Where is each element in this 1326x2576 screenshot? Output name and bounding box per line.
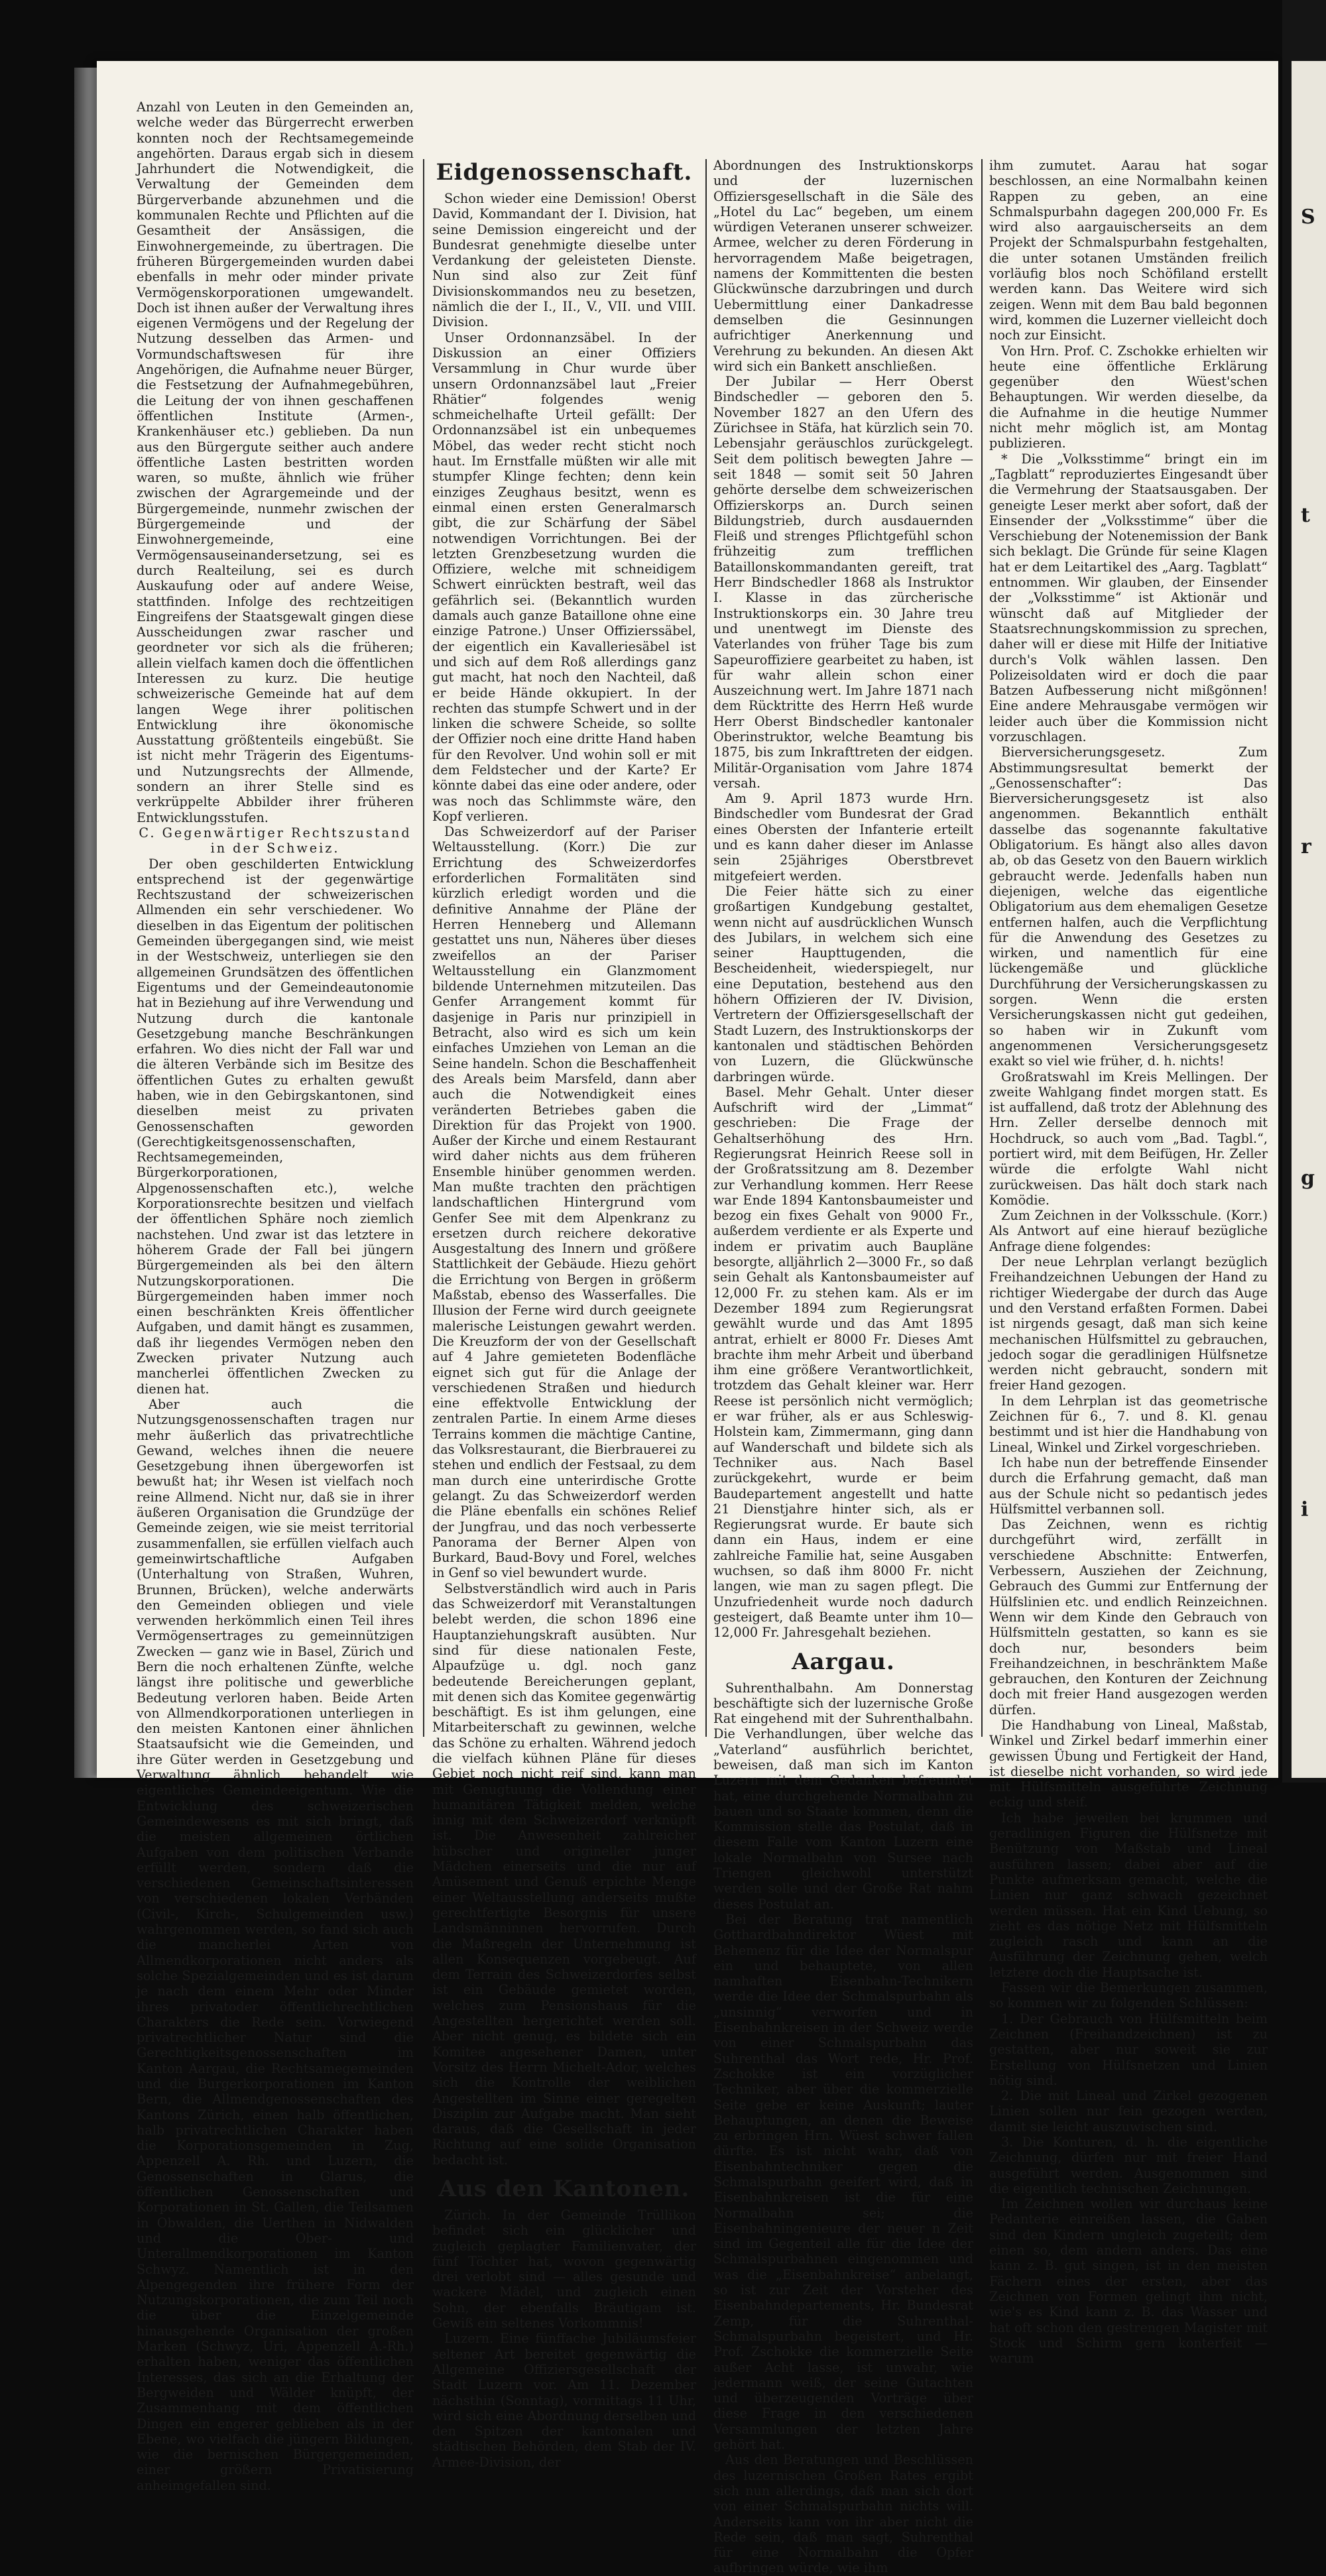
article-paragraph: Ich habe jeweilen bei krummen und geradlinigen Figuren die Hülfsnetze mit Benützung von Maßstab und Lineal ausführen lassen; dabei aber auf die Punkte aufmerksam gemacht, welche die Linien nur ganz schwach gezeichnet werden müssen. Hat ein Kind Uebung, so zieht es das nötige Netz mit Hülfsmitteln zugleich rasch und kann an die Ausführung der Zeichnung gehen, welch letztere doch die Hauptsache ist. <box>989 1810 1268 1980</box>
article-paragraph: Die Handhabung von Lineal, Maßstab, Winkel und Zirkel bedarf immerhin einer gewissen Übung und Fertigkeit der Hand, ist dieselbe nicht vorhanden, so wird jede mit Hülfsmitteln ausgeführte Zeichnung eckig und steif. <box>989 1717 1268 1810</box>
article-paragraph: Der neue Lehrplan verlangt bezüglich Freihandzeichnen Uebungen der Hand zu richtiger Wiedergabe der durch das Auge und den Verstand erfaßten Formen. Dabei ist nirgends gesagt, daß man sich keine mechanischen Hülfsmittel zu gebrauchen, jedoch sogar die geradlinigen Hülfsnetze werden nicht gebraucht, sondern mit freier Hand gezogen. <box>989 1254 1268 1393</box>
adjacent-page-char: i <box>1301 1498 1309 1521</box>
article-paragraph: Schon wieder eine Demission! Oberst David, Kommandant der I. Division, hat seine Demission eingereicht und der Bundesrat genehmigte dieselbe unter Verdankung der geleisteten Dienste. Nun sind also zur Zeit fünf Divisionskommandos neu zu besetzen, nämlich die der I., II., V., VII. und VIII. Division. <box>432 191 696 330</box>
article-paragraph: 1. Der Gebrauch von Hülfsmitteln beim Zeichnen (Freihandzeichnen) ist zu gestatten, aber nur soweit sie zur Erstellung von Hülfsnetzen und Linien nötig sind. <box>989 2011 1268 2088</box>
column-rule <box>981 159 983 1737</box>
article-paragraph: Bei der Beratung trat namentlich Gotthardbahndirektor Wüest mit Behemenz für die Idee der Normalspur ein und behauptete, von allen namhaften Eisenbahn-Technikern werde die Idee der Schmalspurbahn als „unsinnig“ verworfen und in Eisenbahnkreisen in der Schweiz werde von einer Schmalspurbahn das Suhrenthal das Wort rede, Hr. Prof. Zschokke ist ein vorzüglicher Techniker, aber über die kommerzielle Seite gebe er keine Auskunft; lauter Behauptungen, an denen die Beweise zu erbringen Hrn. Wüest schwer fallen dürfte. Es ist nicht wahr, daß von Eisenbahntechniker gegen die Schmalspurbahn geeifert wird, daß in Eisenbahnkreisen ist die für eine Normalbahn sei; die Eisenbahningenieure der neuer n Zeit sind im Gegenteil alle für die Idee der Schmalspurbahnen eingenommen und was die „Eisenbahnkreise“ anbelangt, so ist zur Zeit der Vorsteher des Eisenbahndepartements, Hr. Bundesrat Zemp, für die Suhrenthal-Schmalspurbahn begeistert, und Hr. Prof. Zschokke die kommerzielle Seite außer Acht lasse, ist unwahr, wie jedermann weiß, der seine Gutachten und überzeugenden Vorträge über diese Frage in den verschiedenen Versammlungen der letzten Jahre gehört hat. <box>713 1911 973 2453</box>
article-paragraph: Ich habe nun der betreffende Einsender durch die Erfahrung gemacht, daß man aus der Schule nicht so pedantisch jedes Hülfsmittel verbannen soll. <box>989 1454 1268 1517</box>
article-paragraph: ihm zumutet. Aarau hat sogar beschlossen, an eine Normalbahn keinen Rappen zu geben, an eine Schmalspurbahn dagegen 200,000 Fr. Es wird also aargauischerseits an dem Projekt der Schmalspurbahn festgehalten, die unter sotanen Umständen freilich vorläufig blos noch Schöfiland erstellt werden kann. Das Weitere wird sich zeigen. Wenn mit dem Bau bald begonnen wird, kommen die Luzerner vielleicht doch noch zur Einsicht. <box>989 158 1268 343</box>
adjacent-page-char: g <box>1301 1167 1315 1190</box>
article-paragraph: Suhrenthalbahn. Am Donnerstag beschäftigte sich der luzernische Große Rat eingehend mit der Suhrenthalbahn. Die Verhandlungen, über welche das „Vaterland“ ausführlich berichtet, beweisen, daß man sich im Kanton Luzern mit dem Gedanken befreundet hat, eine durchgehende Normalbahn zu bauen und so Staate kommen, denn die Kommission stelle das Postulat, daß in diesem Falle vom Kanton Luzern eine lokale Normalbahn von Sursee nach Triengen gleichwohl unterstützt werden solle und der Große Rat nahm dieses Postulat an. <box>713 1680 973 1912</box>
column-4 <box>989 158 1268 2367</box>
column-2 <box>432 158 696 2470</box>
article-paragraph: Das Zeichnen, wenn es richtig durchgeführt wird, zerfällt in verschiedene Abschnitte: Entwerfen, Verbessern, Ausziehen der Zeichnung, Gebrauch des Gummi zur Entfernung der Hülfslinien etc. und endlich Reinzeichnen. Wenn wir dem Kinde den Gebrauch von Hülfsmitteln gestatten, so kann es sie doch nur, besonders beim Freihandzeichnen, in beschränktem Maße gebrauchen, den Konturen der Zeichnung doch mit freier Hand ausgezogen werden dürfen. <box>989 1517 1268 1718</box>
section-title-kantonen: Aus den Kantonen. <box>438 2176 690 2202</box>
adjacent-page-char: r <box>1301 835 1311 858</box>
article-paragraph: In dem Lehrplan ist das geometrische Zeichnen für 6., 7. und 8. Kl. genau bestimmt und ist hier die Handhabung von Lineal, Winkel und Zirkel vorgeschrieben. <box>989 1393 1268 1455</box>
article-paragraph: Der Jubilar — Herr Oberst Bindschedler — geboren den 5. November 1827 an den Ufern des Zürichsee in Stäfa, hat kürzlich sein 70. Lebensjahr geräuschlos zurückgelegt. Seit dem politisch bewegten Jahre — seit 1848 — somit seit 50 Jahren gehörte derselbe dem schweizerischen Offizierskorps an. Durch seinen Bildungstrieb, durch ausdauernden Fleiß und strenges Pflichtgefühl schon frühzeitig zum trefflichen Bataillonskommandanten gereift, trat Herr Bindschedler 1868 als Instruktor I. Klasse in das zürcherische Instruktionskorps ein. 30 Jahre treu und unentwegt im Dienste des Vaterlandes von früher Tage bis zum Sapeuroffiziere gearbeitet zu haben, ist für wahr allein schon einer Auszeichnung wert. Im Jahre 1871 nach dem Rücktritte des Herrn Heß wurde Herr Oberst Bindschedler kantonaler Oberinstruktor, welche Beamtung bis 1875, bis zum Inkrafttreten der eidgen. Militär-Organisation vom Jahre 1874 versah. <box>713 374 973 791</box>
adjacent-page-strip <box>1292 61 1326 1778</box>
article-paragraph: Basel. Mehr Gehalt. Unter dieser Aufschrift wird der „Limmat“ geschrieben: Die Frage der Gehaltserhöhung des Hrn. Regierungsrat Heinrich Reese soll in der Großratssitzung am 8. Dezember zur Verhandlung kommen. Herr Reese war Ende 1894 Kantonsbaumeister und bezog ein fixes Gehalt von 9000 Fr., außerdem verdiente er als Experte und indem er privatim auch Baupläne besorgte, alljährlich 2—3000 Fr., so daß sein Gehalt als Kantonsbaumeister auf 12,000 Fr. zu stehen kam. Als er im Dezember 1894 zum Regierungsrat gewählt wurde und das Amt 1895 antrat, erhielt er 8000 Fr. Dieses Amt brachte ihm mehr Arbeit und überband ihm eine größere Verantwortlichkeit, trotzdem das Gehalt kleiner war. Herr Reese ist persönlich nicht vermöglich; er war früher, als er aus Schleswig-Holstein kam, Zimmermann, ging dann auf Wanderschaft und bildete sich als Techniker aus. Nach Basel zurückgekehrt, wurde er beim Baudepartement angestellt und hatte 21 Dienstjahre hinter sich, als er Regierungsrat wurde. Er baute sich dann ein Haus, indem er eine zahlreiche Familie hat, seine Ausgaben wuchsen, so daß ihm 8000 Fr. nicht langen, wie man zu sagen pflegt. Die Unzufriedenheit wurde noch dadurch gesteigert, daß Beamte unter ihm 10—12,000 Fr. Jahresgehalt beziehen. <box>713 1084 973 1641</box>
section-heading: C. Gegenwärtiger Rechtszustand in der Schweiz. <box>139 825 412 856</box>
article-paragraph: Aber auch die Nutzungsgenossenschaften tragen nur mehr äußerlich das privatrechtliche Gewand, welches ihnen die neuere Gesetzgebung ihnen übergeworfen ist bewußt hat; ihr Wesen ist vielfach noch reine Allmend. Nicht nur, daß sie in ihrer äußeren Organisation die Grundzüge der Gemeinde zeigen, wie sie meist territorial zusammenfallen, sie erfüllen vielfach auch gemeinwirtschaftliche Aufgaben (Unterhaltung von Straßen, Wuhren, Brunnen, Brücken), welche anderwärts den Gemeinden obliegen und viele verwenden herkömmlich einen Teil ihres Vermögensertrages zu gemeinnützigen Zwecken — ganz wie in Basel, Zürich und Bern die noch erhaltenen Zünfte, welche längst ihre politische und gewerbliche Bedeutung verloren haben. Beide Arten von Allmendkorporationen unterliegen in den meisten Kantonen einer ähnlichen Staatsaufsicht wie die Gemeinden, und ihre Güter werden in Gesetzgebung und Verwaltung ähnlich behandelt wie eigentliches Gemeindeeigentum. Wie die Entwicklung des schweizerischen Gemeindewesens es mit sich bringt, daß die meisten allgemeinen örtlichen Aufgaben von dem politischen Verbande erfüllt werden, sondern daß die verschiedenen Gemeinschaftsinteressen von verschiedenen lokalen Verbänden (Civil-, Kirch-, Schulgemeinden usw.) wahrgenommen werden, so fand sich auch die mancherlei Arten von Allmendkorporationen nicht anders als solche Spezialgemeinden und es ist darum je nach dem einem Mehr oder Minder ihres privatoder öffentlichrechtlichen Charakters die Rede sein. Vorwiegend privatrechtlicher Natur sind die Gerechtigkeitsgenossenschaften im Kanton Aargau, die Rechtsamegemeinden und die Burgerkorporationen im Kanton Bern, die Allmendgenossenschaften des Kantons Zürich, einen halb öffentlichen, halb privatrechtlichen Charakter haben die Korporationsgemeinden in Zug, Appenzell A. Rh. und Luzern, die Genossenschaften in Glarus, die öffentlichen Genossenschaften und Korporationen in St. Gallen, die Teilsamen in Obwalden, die Uerthen in Nidwalden und die Ober- und Unterallmendkorporationen im Kanton Schwyz. Namentlich ist in den Alpengegenden ihre frühere Form der Nutzungskorporationen, die zum Teil noch die über die Einzelgemeinde hinausgehende Organisation der großen Marken (Schwyz, Uri, Appenzell A.-Rh.) erhalten haben, weniger das öffentlichen Interesses, das sich an die Erhaltung der Bergweiden und Wälder knüpft, der Zusammenhang mit dem öffentlichen Dingen ein engerer geblieben als in der Ebene, wo vielfach die jüngern Bildungen, wie die bernischen Bürgergemeinden, einer größern Privatisierung anheimgefallen sind. <box>137 1396 414 2493</box>
column-rule <box>705 159 707 1737</box>
column-3 <box>713 158 973 2576</box>
article-paragraph: Anzahl von Leuten in den Gemeinden an, welche weder das Bürgerrecht erwerben konnten noch der Rechtsamegemeinde angehörten. Daraus ergab sich in diesem Jahrhundert die Notwendigkeit, die Verwaltung der Gemeinden dem Bürgerverbande abzunehmen und die kommunalen Rechte und Pflichten auf die Gesamtheit der Ansässigen, die Einwohnergemeinde, zu übertragen. Die früheren Bürgergemeinden wurden dabei ebenfalls in mehr oder minder private Vermögenskorporationen umgewandelt. Doch ist ihnen außer der Verwaltung ihres eigenen Vermögens und der Regelung der Nutzung desselben das Armen- und Vormundschaftswesen für ihre Angehörigen, die Aufnahme neuer Bürger, die Festsetzung der Aufnahmegebühren, die Leitung der von ihnen geschaffenen öffentlichen Institute (Armen-, Krankenhäuser etc.) geblieben. Da nun aus den Bürgergute seither auch andere öffentliche Lasten bestritten worden waren, so mußte, ähnlich wie früher zwischen der Agrargemeinde und der Bürgergemeinde, nunmehr zwischen der Bürgergemeinde und der Einwohnergemeinde, eine Vermögensauseinandersetzung, sei es durch Realteilung, sei es durch Auskaufung oder auf andere Weise, stattfinden. Infolge des rechtzeitigen Eingreifens der Staatsgewalt gingen diese Ausscheidungen zwar rascher und geordneter vor sich als die früheren; allein vielfach kamen doch die öffentlichen Interessen zu kurz. Die heutige schweizerische Gemeinde hat auf dem langen Wege ihrer politischen Entwicklung ihre ökonomische Ausstattung größtenteils eingebüßt. Sie ist nicht mehr Trägerin des Eigentums- und Nutzungsrechts der Allmende, sondern an ihrer Stelle sind es verkrüppelte Abbilder ihrer früheren Entwicklungsstufen. <box>137 99 414 825</box>
adjacent-page-char: t <box>1301 504 1310 527</box>
article-paragraph: Im Zeichnen wollen wir durchaus keine Pedanterie einreißen lassen, die Gaben sind den Kindern ungleich zugeteilt; dem einen so, dem andern anders. Das eine kann z. B. gut singen, ist in den meisten Fächern eines der ersten, aber das Zeichnen von Formen gelingt ihm nicht, wie's es Kind kann z. B. das Wasser und hat oft schon den gestrengen Magister mit Stock und Schirm gern konterfeit — warum <box>989 2196 1268 2367</box>
article-paragraph: Abordnungen des Instruktionskorps und der luzernischen Offiziersgesellschaft in die Säle des „Hotel du Lac“ begeben, um einem würdigen Veteranen unserer schweizer. Armee, welcher zu deren Förderung in hervorragendem Maße beigetragen, namens der Kommittenten die besten Glückwünsche darzubringen und durch Uebermittlung einer Dankadresse demselben die Gesinnungen aufrichtiger Anerkennung und Verehrung zu bekunden. An diesen Akt wird sich ein Bankett anschließen. <box>713 158 973 374</box>
section-title-eidgenossenschaft: Eidgenossenschaft. <box>436 159 693 186</box>
column-1 <box>137 99 414 2493</box>
article-paragraph: Luzern. Eine fünffache Jubiläumsfeier seltener Art bereitet gegenwärtig die Allgemeine Offiziersgesellschaft der Stadt Luzern vor. Am 11. Dezember nächsthin (Sonntag), vormittags 11 Uhr, wird sich eine Abordnung derselben und den Spitzen der kantonalen und städtischen Behörden, dem Stab der IV. Armee-Division, der <box>432 2331 696 2470</box>
article-paragraph: Aus den Beratungen und Beschlüssen des luzernischen Großen Rates ergibt sich nun allerdings, daß man sich dort von einer Schmalspurbahn nichts will. Anderseits kann von ihr aber nicht die Rede sein, daß man sagt, Suhrenthal für eine Normalbahn die Opfer aufbringen würde, wie ihm <box>713 2452 973 2576</box>
article-paragraph: Zum Zeichnen in der Volksschule. (Korr.) Als Antwort auf eine hierauf bezügliche Anfrage diene folgendes: <box>989 1208 1268 1254</box>
article-paragraph: Von Hrn. Prof. C. Zschokke erhielten wir heute eine öffentliche Erklärung gegenüber den Wüest'schen Behauptungen. Wir werden dieselbe, da die Aufnahme in die heutige Nummer nicht mehr möglich ist, am Montag publizieren. <box>989 343 1268 451</box>
article-paragraph: * Die „Volksstimme“ bringt ein im „Tagblatt“ reproduziertes Eingesandt über die Vermehrung der Staatsausgaben. Der geneigte Leser merkt aber sofort, daß der Einsender der „Volksstimme“ über die Verschiebung der Notenemission der Bank sich beklagt. Die Gründe für seine Klagen hat er dem Leitartikel des „Aarg. Tagblatt“ entnommen. Wir glauben, der Einsender der „Volksstimme“ ist Aktionär und wünscht daß auf Mitglieder der Staatsrechnungskommission zu sprechen, daher will er diese mit Hilfe der Initiative durch's Volk wählen lassen. Den Polizeisoldaten wird er doch die paar Batzen Aufbesserung nicht mißgönnen! Eine andere Mehrausgabe vermögen wir leider auch über die Kommission nicht vorzuschlagen. <box>989 451 1268 744</box>
article-paragraph: 2. Die mit Lineal und Zirkel gezogenen Linien sollen nur fein gezogen werden, damit sie leicht auszuwischen sind. <box>989 2088 1268 2135</box>
article-paragraph: 3. Die Konturen, d. h. die eigentliche Zeichnung, dürfen nur mit freier Hand ausgeführt werden. Ausgenommen sind die eigentlich technischen Zeichnungen. <box>989 2135 1268 2196</box>
section-title-aargau: Aargau. <box>792 1648 895 1675</box>
article-paragraph: Die Feier hätte sich zu einer großartigen Kundgebung gestaltet, wenn nicht auf ausdrücklichen Wunsch des Jubilars, in welchem sich eine seiner Haupttugenden, die Bescheidenheit, wiederspiegelt, nur eine Deputation, bestehend aus den höhern Offizieren der IV. Division, Vertretern der Offiziersgesellschaft der Stadt Luzern, des Instruktionskorps der kantonalen und städtischen Behörden von Luzern, die Glückwünsche darbringen würde. <box>713 883 973 1084</box>
article-paragraph: Bierversicherungsgesetz. Zum Abstimmungsresultat bemerkt der „Genossenschafter“: Das Bierversicherungsgesetz ist also angenommen. Bekanntlich enthält dasselbe das sogenannte fakultative Obligatorium. Es hängt also alles davon ab, ob das Gesetz von den Bauern wirklich gebraucht werde. Jedenfalls haben nun diejenigen, welche das eigentliche Obligatorium aus dem ehemaligen Gesetze entfernen halfen, auch die Verpflichtung für die Anwendung des Gesetzes zu wirken, und namentlich für eine lückengemäße und glückliche Durchführung der Versicherungskassen zu sorgen. Wenn die ersten Versicherungskassen nicht gut gedeihen, so haben wir in Zukunft vom angenommenen Versicherungsgesetz exakt so viel wie früher, d. h. nichts! <box>989 744 1268 1069</box>
article-paragraph: Fassen wir die Bemerkungen zusammen, so kommen wir zu folgenden Schlüssen: <box>989 1980 1268 2011</box>
article-paragraph: Unser Ordonnanzsäbel. In der Diskussion an einer Offiziers Versammlung in Chur wurde über unsern Ordonnanzsäbel laut „Freier Rhätier“ folgendes wenig schmeichelhafte Urteil gefällt: Der Ordonnanzsäbel ist ein unbequemes Möbel, das weder recht sticht noch haut. Im Ernstfalle müßten wir alle mit stumpfer Klinge fechten; denn kein einziges Zeughaus besitzt, wenn es einmal einen ersten Generalmarsch gibt, die zur Schärfung der Säbel notwendigen Vorrichtungen. Bei der letzten Grenzbesetzung wurden die Offiziere, welche mit schneidigem Schwert einrückten bestraft, weil das gefährlich sei. (Bekanntlich wurden damals auch ganze Bataillone ohne eine einzige Patrone.) Unser Offizierssäbel, der eigentlich ein Kavalleriesäbel ist und sich auf dem Roß allerdings ganz gut macht, hat noch den Nachteil, daß er beide Hände okkupiert. In der rechten das stumpfe Schwert und in der linken die schwere Scheide, so sollte der Offizier noch eine dritte Hand haben für den Revolver. Und wohin soll er mit dem Feldstecher und der Karte? Er könnte dabei das eine oder andere, oder was noch das Schlimmste wäre, den Kopf verlieren. <box>432 329 696 824</box>
article-paragraph: Zürich. In der Gemeinde Trüllikon befindet sich ein glücklicher und zugleich geplagter Familienvater, der fünf Töchter hat, wovon gegenwärtig drei verlobt sind — alles gesunde und wackere Mädel, und zugleich einen Sohn, der ebenfalls Bräutigam ist. Gewiß ein seltenes Vorkommnis! <box>432 2207 696 2331</box>
article-paragraph: Der oben geschilderten Entwicklung entsprechend ist der gegenwärtige Rechtszustand der schweizerischen Allmenden ein sehr verschiedener. Wo dieselben in das Eigentum der politischen Gemeinden übergegangen sind, wie meist in der Westschweiz, unterliegen sie den allgemeinen Grundsätzen des öffentlichen Eigentums und der Gemeindeautonomie hat in Beziehung auf ihre Verwendung und Nutzung durch die kantonale Gesetzgebung manche Beschränkungen erfahren. Wo dies nicht der Fall war und die älteren Verbände sich im Besitze des öffentlichen Gutes zu erhalten gewußt haben, wie in den Gebirgskantonen, sind dieselben meist zu privaten Genossenschaften geworden (Gerechtigkeitsgenossenschaften, Rechtsamegemeinden, Bürgerkorporationen, Alpgenossenschaften etc.), welche Korporationsrechte besitzen und vielfach der öffentlichen Sphäre noch ziemlich nachstehen. Und zwar ist das letztere in höherem Grade der Fall bei jüngern Bürgergemeinden als bei den ältern Nutzungskorporationen. Die Bürgergemeinden haben immer noch einen beschränkten Kreis öffentlicher Aufgaben, und damit hängt es zusammen, daß ihr liegendes Vermögen neben den Zwecken privater Nutzung auch mancherlei öffentlichen Zwecken zu dienen hat. <box>137 856 414 1397</box>
article-paragraph: Selbstverständlich wird auch in Paris das Schweizerdorf mit Veranstaltungen belebt werden, die schon 1896 eine Hauptanziehungskraft ausübten. Nur sind für diese nationalen Feste, Alpaufzüge u. dgl. noch ganz bedeutende Bereicherungen geplant, mit denen sich das Komitee gegenwärtig beschäftigt. Es ist ihm gelungen, eine Mitarbeiterschaft zu gewinnen, welche das Schöne zu erhalten. Während jedoch die vielfach kühnen Pläne für dieses Gebiet noch nicht reif sind, kann man mit Genugtuung die Vollendung einer humanitären Tätigkeit melden, welche innig mit dem Schweizerdorf verknüpft ist. Die Anwesenheit zahlreicher hübscher und origineller junger Mädchen einerseits und die nur auf Amüsement und Genuß erpichte Menge einer Weltausstellung anderseits mußte gerechtfertigte Besorgnis für unsere Landsmänninnen hervorrufen. Durch die Maßregeln der Unternehmung ist allen Konsequenzen vorgebeugt. Auf dem Terrain des Schweizerdorfes selbst ist ein Gebäude gemietet worden, welches zum Pensionshaus für die Angestellten hergerichtet werden soll. Aber nicht genug, es bildete sich ein Komitee angesehener Damen, unter Vorsitz des Herrn Michelt-Ador, welches sich die Kontrolle der weiblichen Angestellten im Sinne einer geregelten Disziplin zur Aufgabe macht. Man sieht daraus, daß die Gesellschaft in jeder Richtung auf eine solide Organisation bedacht ist. <box>432 1580 696 2168</box>
column-rule <box>423 159 424 1737</box>
adjacent-page-char: S <box>1301 205 1315 229</box>
article-paragraph: Großratswahl im Kreis Mellingen. Der zweite Wahlgang findet morgen statt. Es ist auffallend, daß trotz der Ablehnung des Hrn. Zeller derselbe dennoch mit Hochdruck, so auch vom „Bad. Tagbl.“, portiert wird, mit dem Beifügen, Hr. Zeller würde die erfolgte Wahl nicht zurückweisen. Das hält doch stark nach Komödie. <box>989 1069 1268 1208</box>
article-paragraph: Am 9. April 1873 wurde Hrn. Bindschedler vom Bundesrat der Grad eines Obersten der Infanterie erteilt und es kann daher dieser im Anlasse sein 25jähriges Oberstbrevet mitgefeiert werden. <box>713 791 973 884</box>
article-paragraph: Das Schweizerdorf auf der Pariser Weltausstellung. (Korr.) Die zur Errichtung des Schweizerdorfes erforderlichen Formalitäten sind kürzlich erledigt worden und die definitive Annahme der Pläne der Herren Henneberg und Allemann gestattet uns nun, Näheres über dieses zweifellos an der Pariser Weltausstellung ein Glanzmoment bildende Unternehmen mitzuteilen. Das Genfer Arrangement kommt für dasjenige in Paris nur prinzipiell in Betracht, also wird es sich um kein einfaches Umziehen von Leman an die Seine handeln. Schon die Beschaffenheit des Areals beim Marsfeld, dann aber auch die Notwendigkeit eines veränderten Betriebes gaben die Direktion für das Projekt von 1900. Außer der Kirche und einem Restaurant wird daher nichts aus dem früheren Ensemble hinüber genommen werden. Man mußte trachten den prächtigen landschaftlichen Hintergrund vom Genfer See mit dem Alpenkranz zu ersetzen durch reichere dekorative Ausgestaltung des Innern und größere Stattlichkeit der Gebäude. Hiezu gehört die Errichtung von Bergen in größerm Maßstab, ebenso des Wasserfalles. Die Illusion der Ferne wird durch geeignete malerische Leistungen gewahrt werden. Die Kreuzform der von der Gesellschaft auf 4 Jahre gemieteten Bodenfläche eignet sich gut für die Anlage der verschiedenen Straßen und hiedurch eine effektvolle Entwicklung der zentralen Partie. In einem Arme dieses Terrains kommen die mächtige Cantine, das Volksrestaurant, die Bierbrauerei zu stehen und endlich der Festsaal, zu dem man durch eine unterirdische Grotte gelangt. Zu das Schweizerdorf werden die Pläne ebenfalls ein schönes Relief der Jungfrau, und das noch verbesserte Panorama der Berner Alpen von Burkard, Baud-Bovy und Forel, welches in Genf so viel bewundert wurde. <box>432 824 696 1581</box>
